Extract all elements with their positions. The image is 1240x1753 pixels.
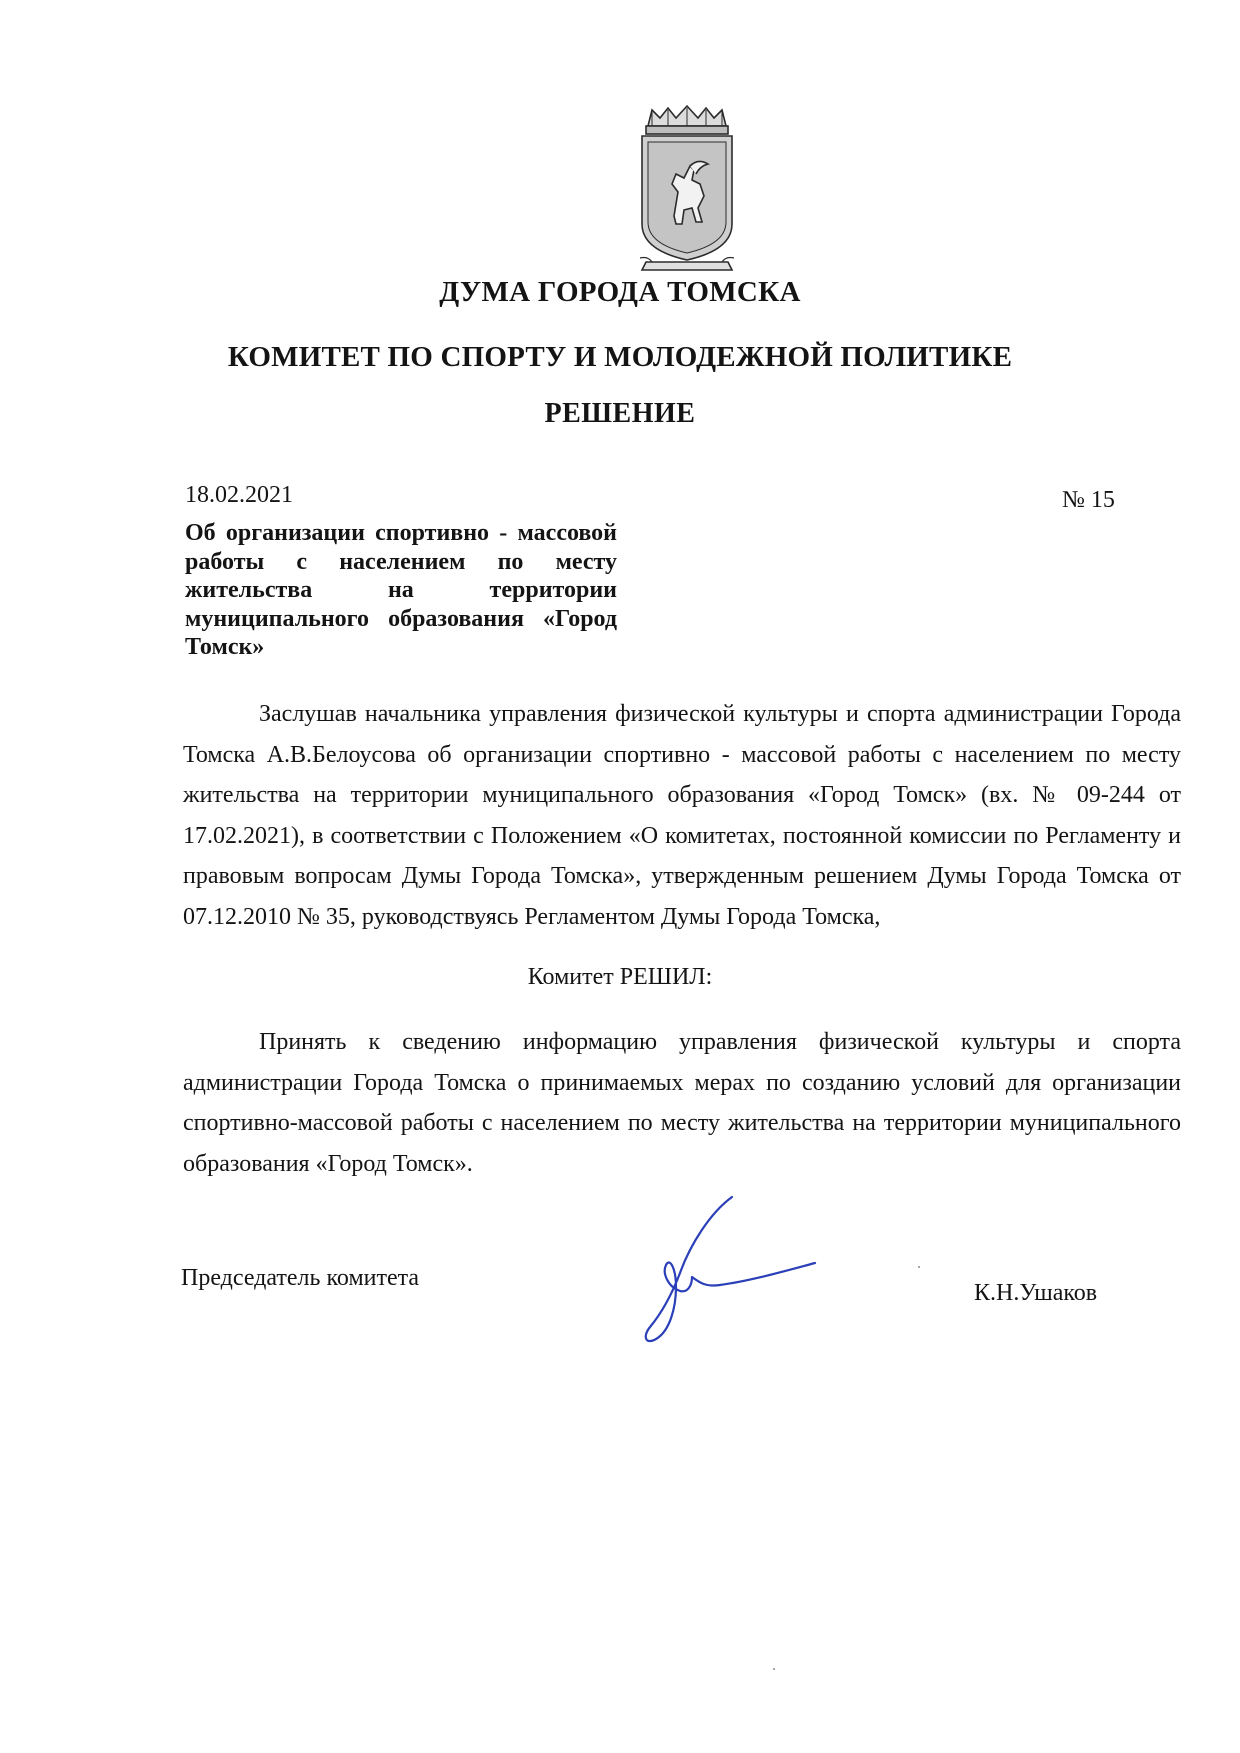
- organization-title: ДУМА ГОРОДА ТОМСКА: [439, 276, 801, 308]
- document-subject: [185, 519, 617, 662]
- document-date: 18.02.2021: [185, 482, 293, 508]
- handwritten-signature: [640, 1195, 820, 1345]
- committee-title: КОМИТЕТ ПО СПОРТУ И МОЛОДЕЖНОЙ ПОЛИТИКЕ: [227, 341, 1013, 373]
- coat-of-arms-emblem: [638, 104, 736, 276]
- scan-speck: [918, 1266, 920, 1268]
- subject-line: Томск»: [185, 634, 265, 660]
- subject-line: жительства на территории: [185, 577, 617, 603]
- signer-name: К.Н.Ушаков: [974, 1280, 1098, 1306]
- decision-heading: Комитет РЕШИЛ:: [527, 964, 713, 990]
- subject-line: муниципального образования «Город: [185, 605, 617, 632]
- document-type-title: РЕШЕНИЕ: [544, 398, 696, 429]
- signature-stroke: [646, 1197, 815, 1341]
- paragraph-text: Заслушав начальника управления физической культуры и спорта администрации Города Томска А.В.Белоусова об организации спортивно - массовой работы с населением по месту жительства на территории муниципального образования «Город Томск» (вх. № 09-244 от 17.02.2021), в соответствии с Положением «О комитетах, постоянной комиссии по Регламенту и правовым вопросам Думы Города Томска», утвержденным решением Думы Города Томска от 07.12.2010 № 35, руководствуясь Регламентом Думы Города Томска,: [183, 701, 1181, 930]
- scan-speck: [773, 1668, 775, 1670]
- document-number: № 15: [1062, 487, 1115, 513]
- subject-line: работы с населением по месту: [185, 548, 617, 575]
- body-paragraph-preamble: [183, 694, 1181, 937]
- paragraph-text: Принять к сведению информацию управления физической культуры и спорта администрации Города Томска о принимаемых мерах по созданию условий для организации спортивно-массовой работы с населением по месту жительства на территории муниципального образования «Город Томск».: [183, 1029, 1181, 1177]
- body-paragraph-decision: [183, 1022, 1181, 1184]
- signer-position: Председатель комитета: [181, 1265, 420, 1291]
- subject-line: Об организации спортивно - массовой: [185, 520, 617, 546]
